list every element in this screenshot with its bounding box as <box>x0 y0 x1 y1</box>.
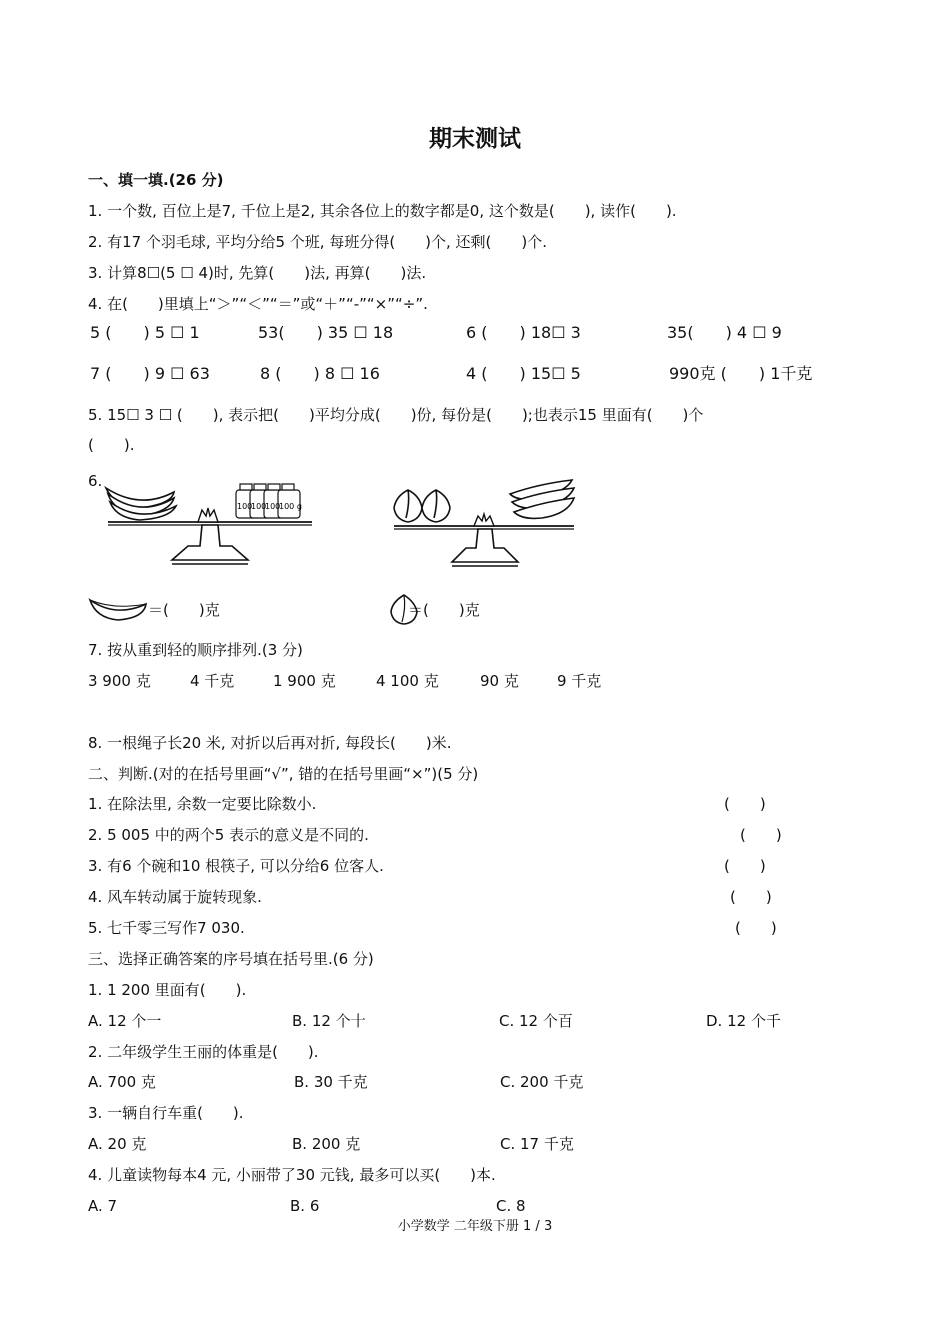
q7-item-3: 1 900 克 <box>273 672 336 690</box>
banana-bunch-icon <box>106 488 176 520</box>
s3-q2-option-a: A. 700 克 <box>88 1073 156 1091</box>
s2-item-2-bracket: ( ) <box>740 826 782 844</box>
q6-peach-answer: ＝( )克 <box>408 601 480 619</box>
q7-item-2: 4 千克 <box>190 672 235 690</box>
section-1-heading: 一、填一填.(26 分) <box>88 171 224 189</box>
q7-item-5: 90 克 <box>480 672 519 690</box>
s3-question-2: 2. 二年级学生王丽的体重是( ). <box>88 1043 319 1061</box>
s3-question-3: 3. 一辆自行车重( ). <box>88 1104 244 1122</box>
s2-item-5-bracket: ( ) <box>735 919 777 937</box>
q7-item-4: 4 100 克 <box>376 672 439 690</box>
s3-q4-option-a: A. 7 <box>88 1197 118 1215</box>
scale-bananas-weights-figure <box>100 476 320 572</box>
s3-question-1: 1. 1 200 里面有( ). <box>88 981 247 999</box>
s3-q3-option-a: A. 20 克 <box>88 1135 147 1153</box>
s3-q4-option-b: B. 6 <box>290 1197 320 1215</box>
s2-item-3-bracket: ( ) <box>724 857 766 875</box>
q4-item-8: 990克 ( ) 1千克 <box>669 364 813 383</box>
weight-label-1: 100 <box>237 502 253 511</box>
s2-item-5: 5. 七千零三写作7 030. <box>88 919 245 937</box>
s2-item-1: 1. 在除法里, 余数一定要比除数小. <box>88 795 317 813</box>
banana-bunch-icon <box>510 480 574 518</box>
s2-item-4: 4. 风车转动属于旋转现象. <box>88 888 262 906</box>
section-3-heading: 三、选择正确答案的序号填在括号里.(6 分) <box>88 950 374 968</box>
s3-q1-option-a: A. 12 个一 <box>88 1012 162 1030</box>
s3-q1-option-b: B. 12 个十 <box>292 1012 366 1030</box>
s3-q3-option-c: C. 17 千克 <box>500 1135 574 1153</box>
q4-item-3: 6 ( ) 18☐ 3 <box>466 323 581 342</box>
s2-item-4-bracket: ( ) <box>730 888 772 906</box>
s1-question-3: 3. 计算8☐(5 ☐ 4)时, 先算( )法, 再算( )法. <box>88 264 427 282</box>
s3-q1-option-c: C. 12 个百 <box>499 1012 573 1030</box>
peach-pair-icon <box>394 490 450 522</box>
scale-peaches-bananas-figure <box>388 476 588 572</box>
s3-q2-option-c: C. 200 千克 <box>500 1073 584 1091</box>
s2-item-1-bracket: ( ) <box>724 795 766 813</box>
q4-item-1: 5 ( ) 5 ☐ 1 <box>90 323 200 342</box>
s1-question-5-line-1: 5. 15☐ 3 ☐ ( ), 表示把( )平均分成( )份, 每份是( );也表示15 里面有( )个 <box>88 406 704 424</box>
s1-question-7: 7. 按从重到轻的顺序排列.(3 分) <box>88 641 303 659</box>
weight-label-2: 100 <box>251 502 267 511</box>
q7-item-1: 3 900 克 <box>88 672 151 690</box>
weight-label-3: 100 <box>265 502 281 511</box>
s1-question-4: 4. 在( )里填上“＞”“＜”“＝”或“＋”“-”“×”“÷”. <box>88 295 428 313</box>
weight-label-4: 100 g <box>279 502 302 511</box>
q4-item-5: 7 ( ) 9 ☐ 63 <box>90 364 210 383</box>
s1-question-8: 8. 一根绳子长20 米, 对折以后再对折, 每段长( )米. <box>88 734 452 752</box>
page-footer: 小学数学 二年级下册 1 / 3 <box>397 1219 553 1234</box>
section-2-heading: 二、判断.(对的在括号里画“√”, 错的在括号里画“×”)(5 分) <box>88 765 479 783</box>
s3-q2-option-b: B. 30 千克 <box>294 1073 368 1091</box>
s3-q1-option-d: D. 12 个千 <box>706 1012 781 1030</box>
s2-item-2: 2. 5 005 中的两个5 表示的意义是不同的. <box>88 826 369 844</box>
q4-item-2: 53( ) 35 ☐ 18 <box>258 323 394 342</box>
s1-question-6-label: 6. <box>88 472 103 490</box>
s3-question-4: 4. 儿童读物每本4 元, 小丽带了30 元钱, 最多可以买( )本. <box>88 1166 496 1184</box>
s3-q3-option-b: B. 200 克 <box>292 1135 361 1153</box>
s2-item-3: 3. 有6 个碗和10 根筷子, 可以分给6 位客人. <box>88 857 384 875</box>
q4-item-7: 4 ( ) 15☐ 5 <box>466 364 581 383</box>
q4-item-6: 8 ( ) 8 ☐ 16 <box>260 364 380 383</box>
q4-item-4: 35( ) 4 ☐ 9 <box>667 323 782 342</box>
s1-question-1: 1. 一个数, 百位上是7, 千位上是2, 其余各位上的数字都是0, 这个数是( ), 读作( ). <box>88 202 677 220</box>
weights-icon <box>236 484 300 518</box>
s3-q4-option-c: C. 8 <box>496 1197 526 1215</box>
q6-banana-answer: ＝( )克 <box>148 601 220 619</box>
q7-item-6: 9 千克 <box>557 672 602 690</box>
page-title: 期末测试 <box>429 126 521 152</box>
s1-question-2: 2. 有17 个羽毛球, 平均分给5 个班, 每班分得( )个, 还剩( )个. <box>88 233 548 251</box>
banana-icon <box>88 596 150 624</box>
s1-question-5-line-2: ( ). <box>88 436 135 454</box>
